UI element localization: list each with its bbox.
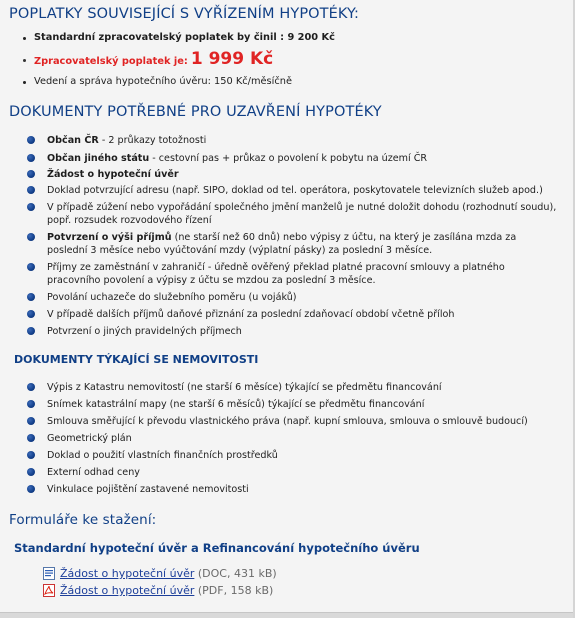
bullet-dot [23,81,26,84]
bullet-icon [27,485,35,493]
forms-heading: Formuláře ke stažení: [9,512,157,528]
list-item: Žádost o hypoteční úvěr [47,168,557,181]
list-item: Doklad potvrzující adresu (např. SIPO, doklad od tel. operátora, poskytovatele televizních služeb apod.) [47,184,557,197]
bullet-icon [27,310,35,318]
bullet-icon [27,417,35,425]
bullet-icon [27,154,35,162]
list-item: V případě zúžení nebo vypořádání společného jmění manželů je nutné doložit dohodu (rozhodnutí soudu), popř. rozsudek rozvodového řízení [47,201,557,227]
list-item: Doklad o použití vlastních finančních prostředků [47,449,557,462]
fees-heading: POPLATKY SOUVISEJÍCÍ S VYŘÍZENÍM HYPOTÉKY: [9,6,359,22]
bullet-icon [27,434,35,442]
list-item: Snímek katastrální mapy (ne starší 6 měsíců) týkající se předmětu financování [47,398,557,411]
bullet-icon [27,383,35,391]
list-item: Vinkulace pojištění zastavené nemovitosti [47,483,557,496]
list-item: Občan jiného státu - cestovní pas + průkaz o povolení k pobytu na území ČR [47,152,557,165]
bullet-icon [27,263,35,271]
bullet-icon [27,233,35,241]
bullet-dot [23,37,26,40]
fee-actual [34,49,273,69]
list-item: Smlouva směřující k převodu vlastnického práva (např. kupní smlouva, smlouva o smlouvě budoucí) [47,415,557,428]
download-link-pdf[interactable]: Žádost o hypoteční úvěr [60,584,195,597]
scrollbar-edge [0,612,575,618]
list-item: Potvrzení o jiných pravidelných příjmech [47,325,557,338]
list-item: Občan ČR - 2 průkazy totožnosti [47,134,557,147]
bullet-icon [27,293,35,301]
bullet-dot [23,59,26,62]
word-doc-icon [43,567,55,580]
download-meta: (PDF, 158 kB) [194,584,274,597]
list-item: Potvrzení o výši příjmů (ne starší než 60 dnů) nebo výpisy z účtu, na který je zasílána mzda za poslední 3 měsíce nebo vyúčtování mzdy (výplatní pásky) za poslední 3 měsíce. [47,231,557,257]
forms-subheading: Standardní hypoteční úvěr a Refinancování hypotečního úvěru [14,541,420,555]
fee-label: Zpracovatelský poplatek je: [34,56,188,67]
bullet-icon [27,400,35,408]
download-link-doc[interactable]: Žádost o hypoteční úvěr [60,567,195,580]
docs-heading: DOKUMENTY POTŘEBNÉ PRO UZAVŘENÍ HYPOTÉKY [9,104,382,120]
bullet-icon [27,468,35,476]
list-item: Externí odhad ceny [47,466,557,479]
list-item: Výpis z Katastru nemovitostí (ne starší 6 měsíce) týkající se předmětu financování [47,381,557,394]
bullet-icon [27,170,35,178]
bullet-icon [27,327,35,335]
list-item: Geometrický plán [47,432,557,445]
fee-management: Vedení a správa hypotečního úvěru: 150 Kč/měsíčně [34,76,292,87]
download-item-pdf [60,584,273,597]
download-meta: (DOC, 431 kB) [194,567,277,580]
pdf-icon [43,584,55,597]
bullet-icon [27,451,35,459]
fee-standard: Standardní zpracovatelský poplatek by činil : 9 200 Kč [34,32,335,43]
bullet-icon [27,203,35,211]
list-item: Povolání uchazeče do služebního poměru (u vojáků) [47,291,557,304]
download-item-doc [60,567,277,580]
property-heading: DOKUMENTY TÝKAJÍCÍ SE NEMOVITOSTI [14,353,259,366]
fee-amount: 1 999 Kč [190,49,274,69]
bullet-icon [27,186,35,194]
list-item: V případě dalších příjmů daňové přiznání za poslední zdaňovací období včetně příloh [47,308,557,321]
list-item: Příjmy ze zaměstnání v zahraničí - úředně ověřený překlad platné pracovní smlouvy a platného pracovního povolení a výpisy z účtu se mzdou za poslední 3 měsíce. [47,261,557,287]
bullet-icon [27,136,35,144]
